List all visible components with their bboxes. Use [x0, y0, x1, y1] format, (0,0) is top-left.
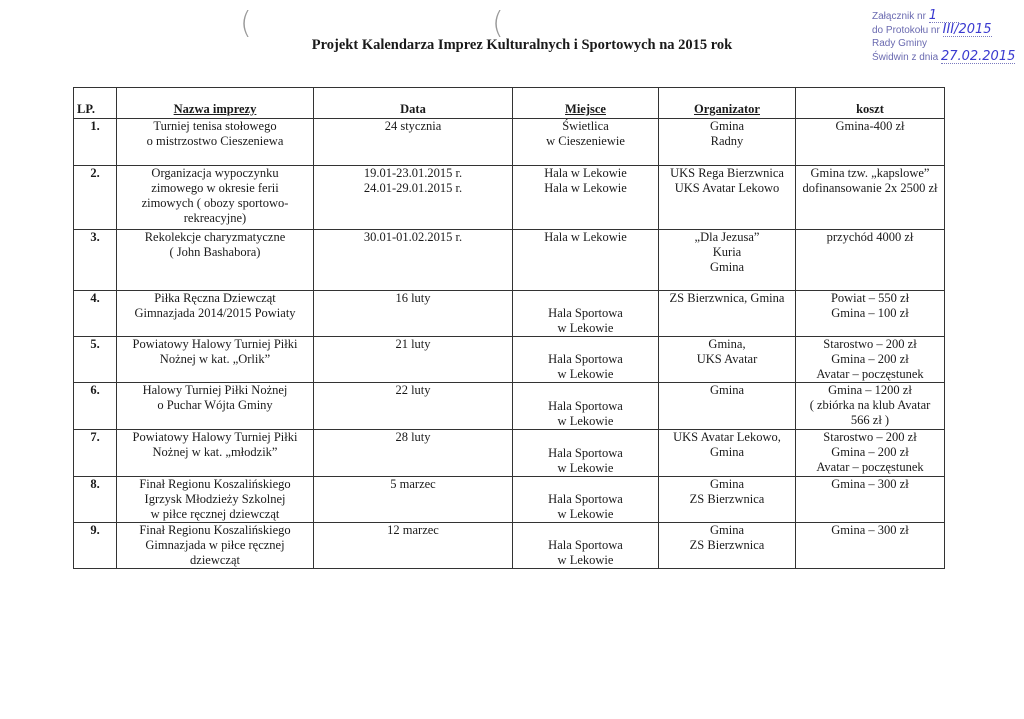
name-line: Gimnazjada 2014/2015 Powiaty [134, 306, 296, 320]
name-line: o mistrzostwo Cieszeniewa [146, 134, 284, 148]
date-line: 24 stycznia [384, 119, 442, 133]
organizer-line: Gmina [709, 523, 745, 537]
cell-place [513, 291, 659, 337]
cell-date [314, 230, 513, 291]
events-table [73, 87, 945, 569]
stamp-date: 27.02.2015 [940, 49, 1016, 64]
cost-line: Gmina – 200 zł [831, 352, 909, 366]
cell-organizer [659, 291, 796, 337]
cell-cost [796, 166, 945, 230]
cell-cost [796, 230, 945, 291]
cell-name [117, 523, 314, 569]
table-row [74, 337, 945, 383]
cell-organizer [659, 119, 796, 166]
place-line: w Lekowie [557, 321, 614, 335]
name-line: w piłce ręcznej dziewcząt [150, 507, 280, 521]
name-line: Rekolekcje charyzmatyczne [144, 230, 286, 244]
organizer-line: Gmina [709, 383, 745, 397]
organizer-line: ZS Bierzwnica [689, 492, 765, 506]
cost-line: Starostwo – 200 zł [823, 337, 917, 351]
row-number: 5. [74, 337, 117, 383]
table-row [74, 477, 945, 523]
table-row [74, 230, 945, 291]
place-line: w Lekowie [557, 507, 614, 521]
stamp-protocol-number: III/2015 [942, 22, 992, 37]
name-line: Piłka Ręczna Dziewcząt [154, 291, 276, 305]
date-line: 5 marzec [390, 477, 436, 491]
cell-name [117, 337, 314, 383]
name-line: rekreacyjne) [183, 211, 247, 225]
stamp-line-4: Świdwin z dnia [872, 52, 939, 63]
place-line: Hala w Lekowie [544, 166, 627, 180]
date-line: 19.01-23.01.2015 r. [363, 166, 463, 180]
header-organizer [659, 88, 796, 119]
stamp-line-1: Załącznik nr [872, 11, 926, 22]
table-row [74, 166, 945, 230]
name-line: Finał Regionu Koszalińskiego [139, 477, 291, 491]
name-line: Nożnej w kat. „młodzik” [152, 445, 278, 459]
cell-cost [796, 430, 945, 477]
name-line: Nożnej w kat. „Orlik” [159, 352, 271, 366]
place-line: w Lekowie [557, 367, 614, 381]
date-line: 24.01-29.01.2015 r. [363, 181, 463, 195]
cell-name [117, 477, 314, 523]
cell-date [314, 119, 513, 166]
cell-organizer [659, 383, 796, 430]
cell-organizer [659, 477, 796, 523]
cell-name [117, 119, 314, 166]
cell-place [513, 430, 659, 477]
cell-cost [796, 523, 945, 569]
place-line: Hala w Lekowie [544, 230, 627, 244]
cell-cost [796, 291, 945, 337]
cost-line: Avatar – poczęstunek [816, 367, 924, 381]
cell-organizer [659, 230, 796, 291]
name-line: zimowego w okresie ferii [151, 181, 279, 195]
cell-name [117, 291, 314, 337]
organizer-line: Gmina [709, 260, 745, 274]
row-number: 9. [74, 523, 117, 569]
cell-name [117, 166, 314, 230]
name-line: ( John Bashabora) [169, 245, 261, 259]
cell-place [513, 383, 659, 430]
cell-organizer [659, 430, 796, 477]
table-row [74, 119, 945, 166]
cost-line: Powiat – 550 zł [830, 291, 910, 305]
place-line: Hala Sportowa [548, 306, 623, 320]
cell-name [117, 430, 314, 477]
punch-hole-mark-left: ( [240, 6, 252, 41]
cost-line: Gmina-400 zł [835, 119, 905, 133]
name-line: Powiatowy Halowy Turniej Piłki [132, 337, 298, 351]
name-line: zimowych ( obozy sportowo- [141, 196, 289, 210]
cell-organizer [659, 337, 796, 383]
name-line: Powiatowy Halowy Turniej Piłki [132, 430, 298, 444]
cell-place [513, 166, 659, 230]
cell-place [513, 477, 659, 523]
organizer-line: UKS Avatar Lekowo, [673, 430, 781, 444]
cell-organizer [659, 166, 796, 230]
attachment-stamp [872, 9, 1020, 64]
organizer-line: Kuria [712, 245, 742, 259]
cell-organizer [659, 523, 796, 569]
table-row [74, 523, 945, 569]
date-line: 16 luty [395, 291, 431, 305]
name-line: Turniej tenisa stołowego [153, 119, 277, 133]
organizer-line: Gmina [709, 477, 745, 491]
row-number: 2. [74, 166, 117, 230]
organizer-line: Gmina [709, 119, 745, 133]
header-place [513, 88, 659, 119]
header-organizer-text: Organizator [694, 102, 760, 116]
header-row [74, 88, 945, 119]
header-lp: LP. [74, 88, 117, 119]
table-row [74, 430, 945, 477]
cell-place [513, 119, 659, 166]
cell-cost [796, 383, 945, 430]
header-name-text: Nazwa imprezy [173, 102, 257, 116]
date-line: 22 luty [395, 383, 431, 397]
name-line: o Puchar Wójta Gminy [157, 398, 273, 412]
organizer-line: Gmina [709, 445, 745, 459]
cost-line: przychód 4000 zł [826, 230, 914, 244]
cell-date [314, 430, 513, 477]
row-number: 8. [74, 477, 117, 523]
row-number: 4. [74, 291, 117, 337]
cost-line: Avatar – poczęstunek [816, 460, 924, 474]
cost-line: 566 zł ) [850, 413, 890, 427]
place-line: Hala Sportowa [548, 399, 623, 413]
stamp-line-3: Rady Gminy [872, 38, 928, 49]
cost-line: Gmina – 1200 zł [828, 383, 912, 397]
date-line: 30.01-01.02.2015 r. [363, 230, 463, 244]
place-line: Hala Sportowa [548, 538, 623, 552]
organizer-line: Gmina, [708, 337, 746, 351]
name-line: Organizacja wypoczynku [151, 166, 279, 180]
organizer-line: ZS Bierzwnica [689, 538, 765, 552]
cost-line: Starostwo – 200 zł [823, 430, 917, 444]
place-line: Hala Sportowa [548, 352, 623, 366]
name-line: Igrzysk Młodzieży Szkolnej [144, 492, 286, 506]
table-row [74, 383, 945, 430]
cost-line: Gmina – 200 zł [831, 445, 909, 459]
organizer-line: „Dla Jezusa” [694, 230, 760, 244]
place-line: Hala Sportowa [548, 492, 623, 506]
page-title: Projekt Kalendarza Imprez Kulturalnych i Sportowych na 2015 rok [311, 37, 733, 53]
cell-place [513, 230, 659, 291]
organizer-line: UKS Rega Bierzwnica [670, 166, 784, 180]
cell-date [314, 166, 513, 230]
cell-date [314, 523, 513, 569]
organizer-line: ZS Bierzwnica, Gmina [669, 291, 785, 305]
cost-line: Gmina – 100 zł [831, 306, 909, 320]
date-line: 21 luty [395, 337, 431, 351]
name-line: dziewcząt [190, 553, 240, 567]
name-line: Halowy Turniej Piłki Nożnej [142, 383, 288, 397]
cost-line: dofinansowanie 2x 2500 zł [802, 181, 938, 195]
place-line: w Lekowie [557, 414, 614, 428]
punch-hole-mark-right: ( [492, 6, 504, 41]
row-number: 3. [74, 230, 117, 291]
place-line: w Lekowie [557, 461, 614, 475]
cell-name [117, 230, 314, 291]
header-place-text: Miejsce [565, 102, 606, 116]
name-line: Finał Regionu Koszalińskiego [139, 523, 291, 537]
row-number: 6. [74, 383, 117, 430]
place-line: Hala w Lekowie [544, 181, 627, 195]
cost-line: ( zbiórka na klub Avatar [809, 398, 931, 412]
stamp-attachment-number: 1 [929, 9, 959, 23]
cell-date [314, 477, 513, 523]
cell-cost [796, 119, 945, 166]
date-line: 12 marzec [387, 523, 439, 537]
cost-line: Gmina tzw. „kapslowe” [810, 166, 930, 180]
organizer-line: UKS Avatar Lekowo [674, 181, 780, 195]
row-number: 7. [74, 430, 117, 477]
cell-date [314, 337, 513, 383]
row-number: 1. [74, 119, 117, 166]
date-line: 28 luty [395, 430, 431, 444]
header-name [117, 88, 314, 119]
cell-name [117, 383, 314, 430]
name-line: Gimnazjada w piłce ręcznej [145, 538, 285, 552]
cell-date [314, 383, 513, 430]
organizer-line: Radny [710, 134, 744, 148]
cell-cost [796, 477, 945, 523]
cell-place [513, 523, 659, 569]
place-line: w Lekowie [557, 553, 614, 567]
place-line: Świetlica [562, 119, 609, 133]
cell-cost [796, 337, 945, 383]
cost-line: Gmina – 300 zł [831, 477, 909, 491]
cell-date [314, 291, 513, 337]
stamp-line-2: do Protokołu nr [872, 25, 940, 36]
place-line: w Cieszeniewie [546, 134, 625, 148]
place-line: Hala Sportowa [548, 446, 623, 460]
header-date: Data [314, 88, 513, 119]
header-cost: koszt [796, 88, 945, 119]
organizer-line: UKS Avatar [696, 352, 758, 366]
table-row [74, 291, 945, 337]
cell-place [513, 337, 659, 383]
cost-line: Gmina – 300 zł [831, 523, 909, 537]
